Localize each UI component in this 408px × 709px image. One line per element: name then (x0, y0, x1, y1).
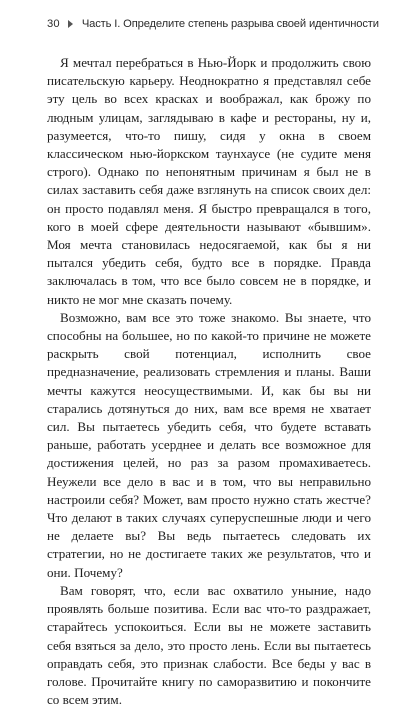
page-number: 30 (47, 18, 60, 30)
running-head (47, 15, 377, 33)
paragraph-3: Вам говорят, что, если вас охватило уныние, надо проявлять больше позитива. Если вас что-то раздражает, старайтесь успокоиться. Если вы не можете заставить себя взяться за дело, это просто лень. Если вы пытаетесь оправдать себя, это признак слабости. Все беды у вас в голове. Прочитайте книгу по саморазвитию и покончите со всем этим. (47, 582, 371, 708)
paragraph-2: Возможно, вам все это тоже знакомо. Вы знаете, что способны на большее, но по какой-то причине не можете раскрыть свой потенциал, исполнить свое предназначение, реализовать стремления и планы. Ваши мечты кажутся неосуществимыми. И, как бы вы ни старались дотянуться до них, вам все время не хватает сил. Вы пытаетесь убедить себя, что будете вставать раньше, работать усерднее и делать все возможное для достижения целей, но раз за разом промахиваетесь. Неужели все дело в вас и в том, что вы неправильно настроили себя? Может, вам просто нужно стать жестче? Что делают в таких случаях суперуспешные люди и чего не делаете вы? Вы ведь пытаетесь следовать их стратегии, но не достигаете таких же результатов, что и они. Почему? (47, 309, 371, 580)
chapter-title: Часть I. Определите степень разрыва своей идентичности (81, 18, 379, 30)
triangle-right-icon (68, 20, 73, 28)
paragraph-1: Я мечтал перебраться в Нью-Йорк и продолжить свою писательскую карьеру. Неоднократно я представлял себе эту цель во всех красках и воображал, как брожу по людным улицам, заглядываю в кафе и рестораны, ну и, разумеется, что-то пишу, сидя у окна в своем классическом нью-йоркском таунхаусе (не судите меня строго). Однако по непонятным причинам я был не в силах заставить себя даже взглянуть на список своих дел: он просто подавлял меня. Я быстро превращался в того, кого в моей сфере деятельности называют «бывшим». Моя мечта становилась недосягаемой, как бы я ни пытался убедить себя, будто все в порядке. Правда заключалась в том, что все было совсем не в порядке, и никто не мог мне сказать почему. (47, 55, 371, 307)
body-text (47, 54, 371, 709)
